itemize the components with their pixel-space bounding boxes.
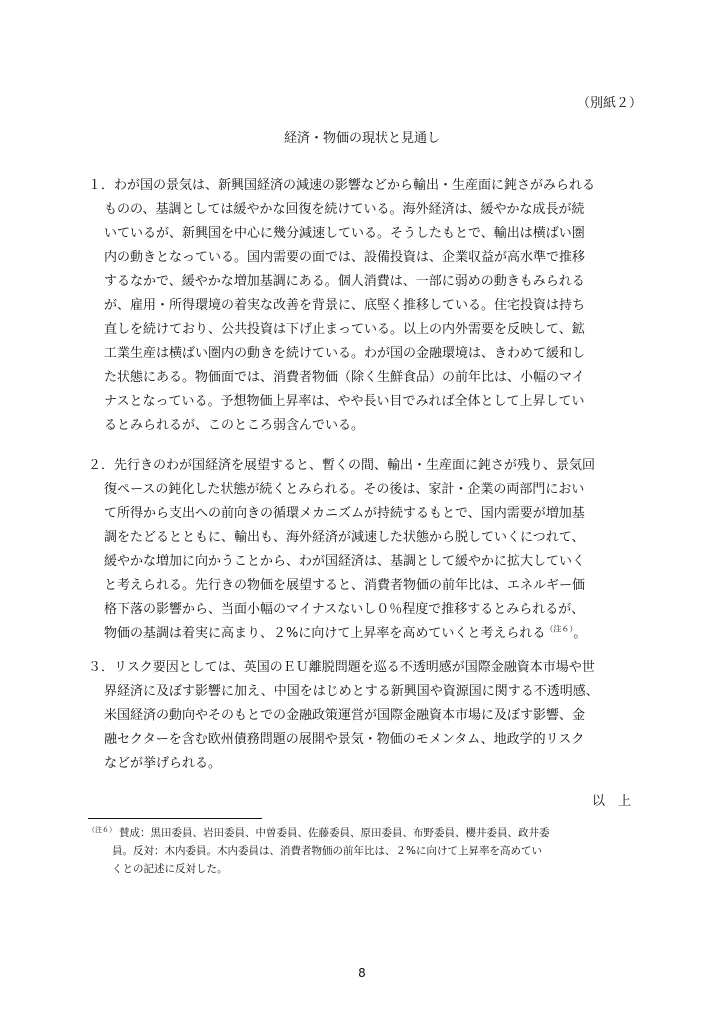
paragraph-line: 復ペースの鈍化した状態が続くとみられる。その後は、家計・企業の両部門におい [104, 482, 585, 497]
footnote-text: 賛成：黒田委員、岩田委員、中曽委員、佐藤委員、原田委員、布野委員、櫻井委員、政井委 [119, 827, 550, 839]
paragraph-line: て所得から支出への前向きの循環メカニズムが持続するもとで、国内需要が増加基 [104, 506, 585, 521]
paragraph-line: 米国経済の動向やそのもとでの金融政策運営が国際金融資本市場に及ぼす影響、金 [104, 708, 586, 723]
paragraph-line-end: 。 [573, 626, 587, 641]
paragraph-line-text: 物価の基調は着実に高まり、２%に向けて上昇率を高めていくと考えられる [104, 626, 546, 641]
footnote-line: 員。反対：木内委員。木内委員は、消費者物価の前年比は、２%に向けて上昇率を高めてい [112, 845, 542, 857]
paragraph-1 [88, 174, 656, 438]
paragraph-line: 調をたどるとともに、輸出も、海外経済が減速した状態から脱していくにつれて、 [104, 530, 585, 545]
paragraph-line: と考えられる。先行きの物価を展望すると、消費者物価の前年比は、エネルギー価 [104, 578, 586, 593]
paragraph-2 [88, 454, 656, 646]
paragraph-line: するなかで、緩やかな増加基調にある。個人消費は、一部に弱めの動きもみられる [104, 274, 585, 289]
footnote-reference: （注６） [545, 624, 574, 634]
paragraph-line: るとみられるが、このところ弱含んでいる。 [104, 418, 365, 433]
footnote-divider [88, 818, 262, 819]
footnote-line: くとの記述に反対した。 [112, 863, 228, 875]
footnote-line [88, 824, 658, 842]
paragraph-line: が、雇用・所得環境の着実な改善を背景に、底堅く推移している。住宅投資は持ち [104, 298, 586, 313]
paragraph-line: 工業生産は横ばい圏内の動きを続けている。わが国の金融環境は、きわめて緩和し [104, 346, 586, 361]
paragraph-3 [88, 656, 656, 776]
paragraph-line: 直しを続けており、公共投資は下げ止まっている。以上の内外需要を反映して、鉱 [104, 322, 585, 337]
footnote-mark: （注６） [88, 825, 116, 834]
paragraph-line: 融セクターを含む欧州債務問題の展開や景気・物価のモメンタム、地政学的リスク [104, 732, 585, 747]
footnote [88, 824, 658, 878]
paragraph-line: 格下落の影響から、当面小幅のマイナスないし０％程度で推移するとみられるが、 [104, 602, 585, 617]
paragraph-line: などが挙げられる。 [104, 756, 222, 771]
document-title: 経済・物価の現状と見通し [283, 131, 440, 146]
paragraph-line: 界経済に及ぼす影響に加え、中国をはじめとする新興国や資源国に関する不透明感、 [104, 684, 599, 699]
paragraph-line: ３．リスク要因としては、英国のＥＵ離脱問題を巡る不透明感が国際金融資本市場や世 [88, 660, 595, 675]
paragraph-line: 緩やかな増加に向かうことから、わが国経済は、基調として緩やかに拡大していく [104, 554, 586, 569]
annex-label: （別紙２） [577, 96, 643, 111]
paragraph-line: １．わが国の景気は、新興国経済の減速の影響などから輸出・生産面に鈍さがみられる [88, 178, 596, 193]
page-number: 8 [358, 966, 366, 980]
paragraph-line: 内の動きとなっている。国内需要の面では、設備投資は、企業収益が高水準で推移 [104, 250, 586, 265]
paragraph-line: た状態にある。物価面では、消費者物価（除く生鮮食品）の前年比は、小幅のマイ [104, 370, 585, 385]
paragraph-line: ナスとなっている。予想物価上昇率は、やや長い目でみれば全体として上昇してい [104, 394, 585, 409]
paragraph-line: いているが、新興国を中心に幾分減速している。そうしたもとで、輸出は横ばい圏 [104, 226, 585, 241]
paragraph-line-last [88, 622, 656, 646]
paragraph-line: ２．先行きのわが国経済を展望すると、暫くの間、輸出・生産面に鈍さが残り、景気回 [88, 458, 596, 473]
closing-mark: 以 上 [592, 794, 632, 809]
paragraph-line: ものの、基調としては緩やかな回復を続けている。海外経済は、緩やかな成長が続 [104, 202, 585, 217]
